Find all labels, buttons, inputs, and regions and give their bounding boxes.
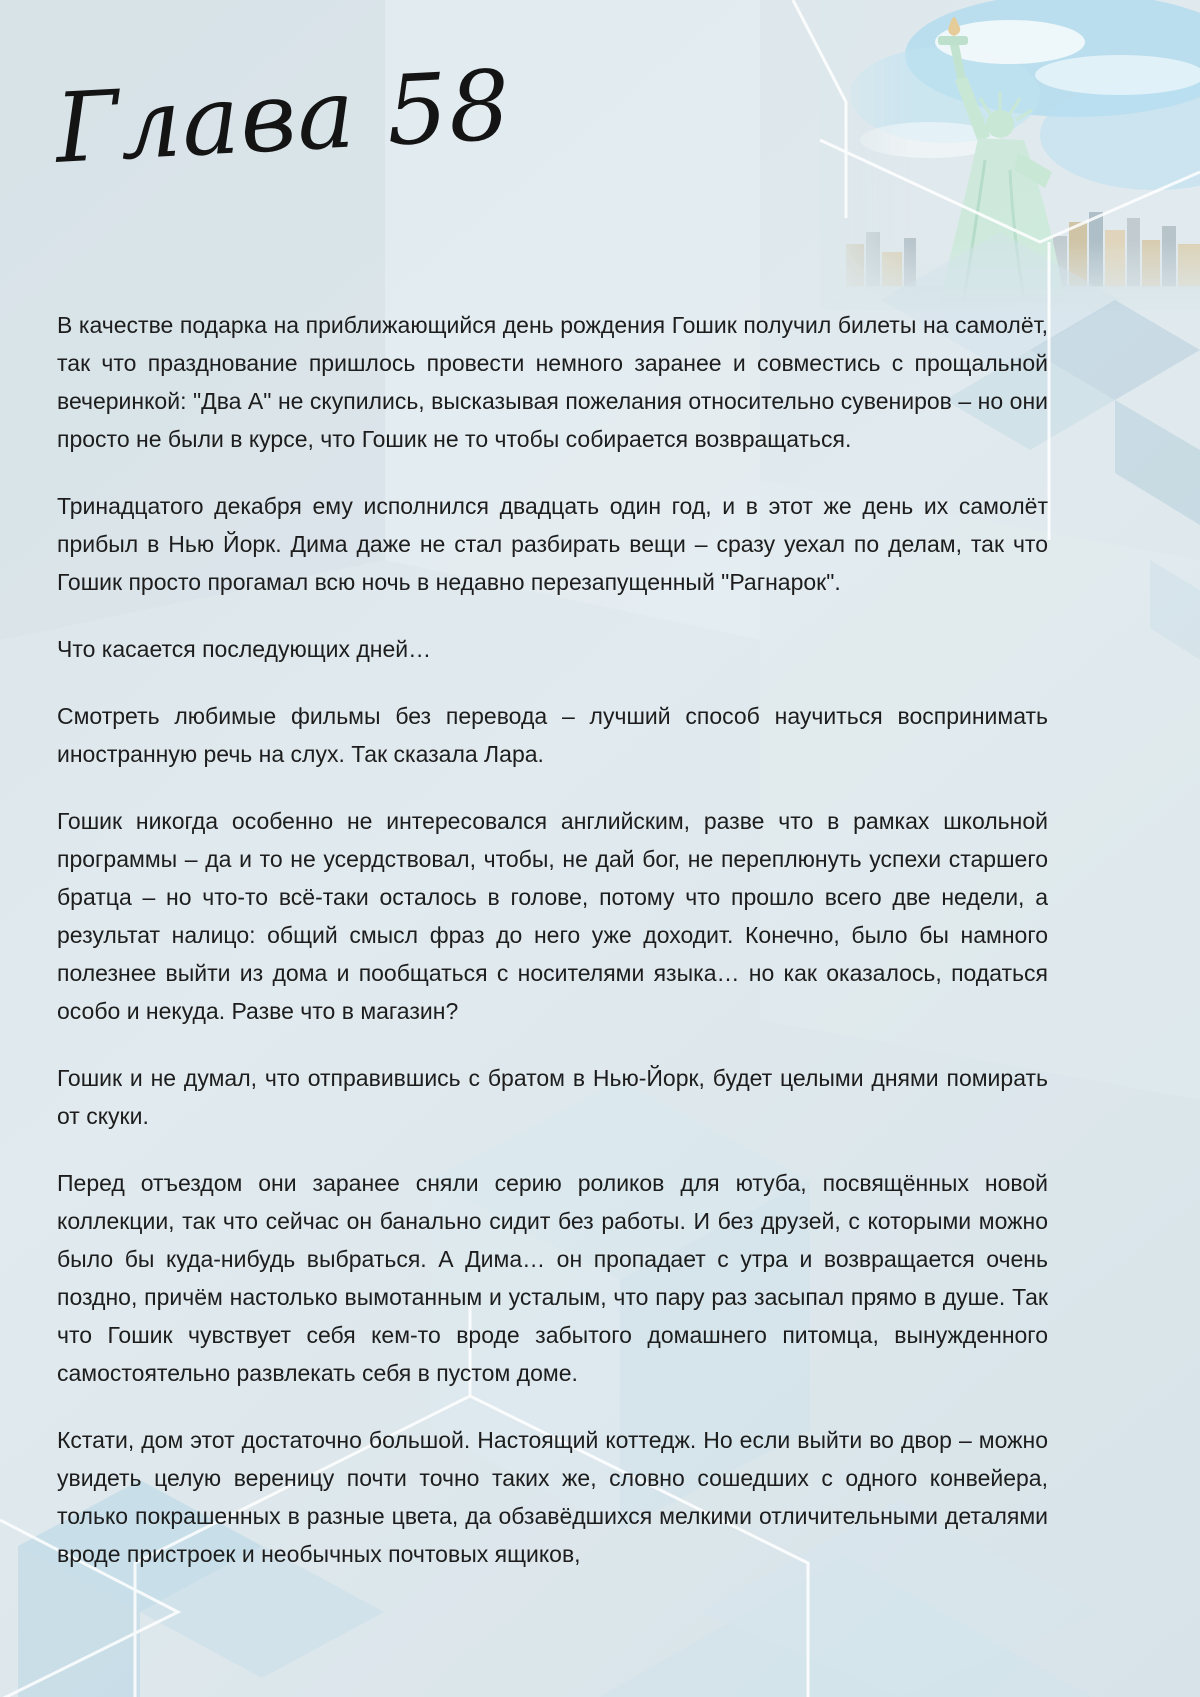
paragraph-1: В качестве подарка на приближающийся день рождения Гошик получил билеты на самолёт, так что празднование пришлось провести немного заранее и совместись с прощальной вечеринкой: "Два А" не скупились, высказывая пожелания относительно сувениров – но они просто не были в курсе, что Гошик не то чтобы собирается возвращаться.	[57, 312, 1048, 452]
paragraph-4: Смотреть любимые фильмы без перевода – лучший способ научиться воспринимать иностранную речь на слух. Так сказала Лара.	[57, 703, 1048, 767]
paragraph-7: Перед отъездом они заранее сняли серию роликов для ютуба, посвящённых новой коллекции, так что сейчас он банально сидит без работы. И без друзей, с которыми можно было бы куда-нибудь выбраться. А Дима… он пропадает с утра и возвращается очень поздно, причём настолько вымотанным и усталым, что пару раз засыпал прямо в душе. Так что Гошик чувствует себя кем-то вроде забытого домашнего питомца, вынужденного самостоятельно развлекать себя в пустом доме.	[57, 1170, 1048, 1386]
paragraph-8: Кстати, дом этот достаточно большой. Настоящий коттедж. Но если выйти во двор – можно увидеть целую вереницу почти точно таких же, словно сошедших с одного конвейера, только покрашенных в разные цвета, да обзавёдшихся мелкими отличительными деталями вроде пристроек и необычных почтовых ящиков,	[57, 1427, 1048, 1567]
chapter-title: Глава 58	[52, 49, 514, 185]
paragraph-6: Гошик и не думал, что отправившись с братом в Нью-Йорк, будет целыми днями помирать от скуки.	[57, 1065, 1048, 1129]
paragraph-5: Гошик никогда особенно не интересовался английским, разве что в рамках школьной программы – да и то не усердствовал, чтобы, не дай бог, не переплюнуть успехи старшего братца – но что-то всё-таки осталось в голове, потому что прошло всего две недели, а результат налицо: общий смысл фраз до него уже доходит. Конечно, было бы намного полезнее выйти из дома и пообщаться с носителями языка… но как оказалось, податься особо и некуда. Разве что в магазин?	[57, 808, 1048, 1024]
paragraph-2: Тринадцатого декабря ему исполнился двадцать один год, и в этот же день их самолёт прибыл в Нью Йорк. Дима даже не стал разбирать вещи – сразу уехал по делам, так что Гошик просто прогамал всю ночь в недавно перезапущенный "Рагнарок".	[57, 493, 1048, 595]
chapter-text	[57, 306, 1048, 1573]
paragraph-3: Что касается последующих дней…	[57, 636, 432, 662]
